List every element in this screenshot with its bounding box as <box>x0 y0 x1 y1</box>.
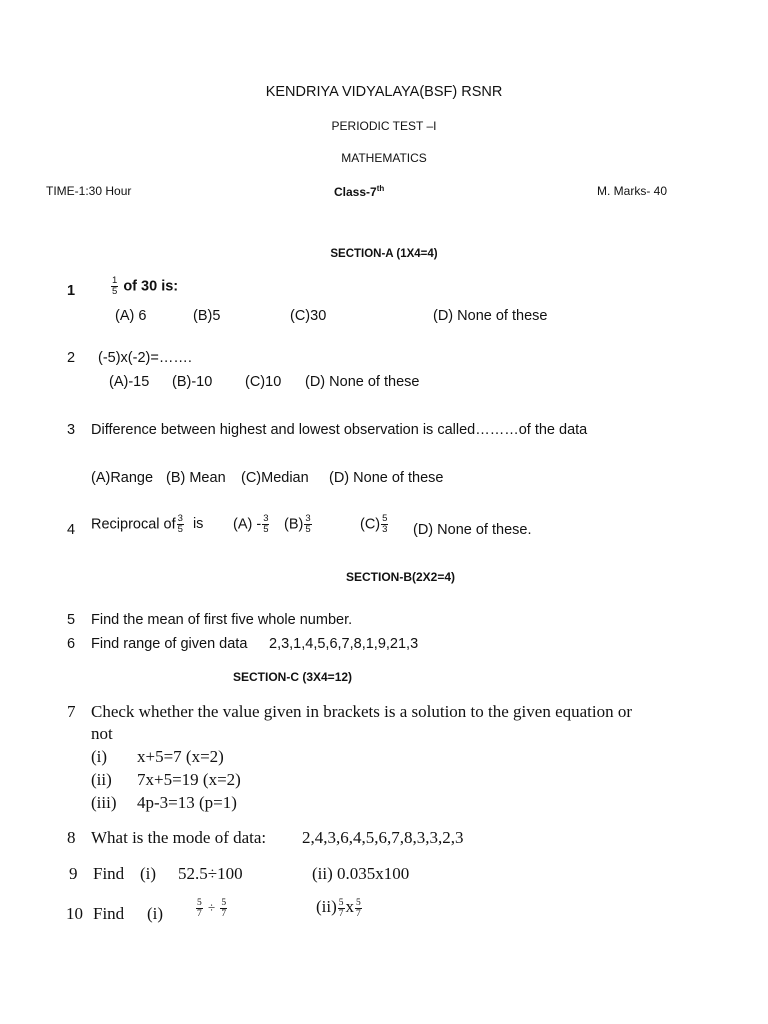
q7-part-ii-equation: 7x+5=19 (x=2) <box>137 770 241 789</box>
q7-part-i-equation: x+5=7 (x=2) <box>137 747 224 766</box>
subject-title: MATHEMATICS <box>341 151 427 165</box>
q4-option-a-den: 5 <box>263 524 269 535</box>
q1-option-a: (A) 6 <box>115 308 147 324</box>
q4-option-c <box>360 514 389 535</box>
q3-number: 3 <box>67 422 76 438</box>
q4-option-a-fraction <box>262 514 269 535</box>
q5-number: 5 <box>67 612 76 628</box>
q10-frac-b-num: 5 <box>221 897 227 908</box>
q1-text <box>110 276 178 297</box>
q8-data: 2,4,3,6,4,5,6,7,8,3,3,2,3 <box>302 828 464 847</box>
q10-frac-d-num: 5 <box>356 897 361 908</box>
q1-option-b: (B)5 <box>193 308 221 324</box>
q1-stem: of 30 is: <box>123 278 179 295</box>
q7-number: 7 <box>67 702 76 721</box>
section-c-heading: SECTION-C (3X4=12) <box>233 670 353 684</box>
q10-frac-b-den: 7 <box>221 908 227 919</box>
q10-part-i-label: (i) <box>147 904 164 923</box>
q10-multiply-sign: x <box>345 897 355 916</box>
q6-data: 2,3,1,4,5,6,7,8,1,9,21,3 <box>269 636 419 652</box>
q4-option-a-prefix: (A) - <box>233 516 262 533</box>
q4-option-d: (D) None of these. <box>413 522 532 538</box>
q9-find: Find <box>93 864 125 883</box>
q4-option-a <box>233 514 270 535</box>
q2-option-b: (B)-10 <box>172 374 213 390</box>
q4-option-b-den: 5 <box>305 524 311 535</box>
q9-part-i-label: (i) <box>140 864 157 883</box>
time-info: TIME-1:30 Hour <box>46 184 132 198</box>
q9-part-ii: (ii) 0.035x100 <box>312 864 410 883</box>
school-name: KENDRIYA VIDYALAYA(BSF) RSNR <box>265 84 503 100</box>
q3-option-b: (B) Mean <box>166 470 226 486</box>
q10-number: 10 <box>66 904 83 923</box>
class-info <box>334 184 384 199</box>
q7-part-iii-label: (iii) <box>91 793 117 812</box>
q4-frac-den: 5 <box>177 524 183 535</box>
q10-frac-c <box>338 898 345 919</box>
q7-part-ii-label: (ii) <box>91 770 112 789</box>
q6-text: Find range of given data <box>91 636 248 652</box>
class-label: Class-7 <box>334 185 377 199</box>
q7-part-iii-equation: 4p-3=13 (p=1) <box>137 793 237 812</box>
q4-option-b <box>284 514 313 535</box>
q10-part-ii <box>316 897 363 919</box>
q6-number: 6 <box>67 636 76 652</box>
q10-frac-a-num: 5 <box>197 897 202 908</box>
q4-is: is <box>192 516 204 533</box>
q5-text: Find the mean of first five whole number. <box>91 612 353 628</box>
max-marks: M. Marks- 40 <box>597 184 668 198</box>
q2-option-a: (A)-15 <box>109 374 150 390</box>
q1-frac-num: 1 <box>112 275 118 286</box>
q10-frac-d <box>355 898 362 919</box>
q3-option-d: (D) None of these <box>329 470 444 486</box>
q10-find: Find <box>93 904 125 923</box>
q3-option-c: (C)Median <box>241 470 309 486</box>
q10-divide-sign: ÷ <box>208 900 216 915</box>
q1-fraction <box>111 276 118 297</box>
q4-option-c-den: 3 <box>382 524 388 535</box>
q10-frac-a <box>196 898 203 919</box>
section-a-heading: SECTION-A (1X4=4) <box>330 248 438 260</box>
q10-part-i-expression <box>195 897 228 919</box>
q8-text: What is the mode of data: <box>91 828 267 847</box>
q4-frac-num: 3 <box>177 513 183 524</box>
q4-stem: Reciprocal of <box>91 516 176 533</box>
q3-option-a: (A)Range <box>91 470 154 486</box>
q2-text: (-5)x(-2)=……. <box>98 350 192 366</box>
q4-fraction <box>177 514 184 535</box>
q10-frac-d-den: 7 <box>356 908 361 919</box>
q7-line2: not <box>91 724 113 743</box>
q10-frac-a-den: 7 <box>197 908 202 919</box>
q10-part-ii-label: (ii) <box>316 897 337 916</box>
q4-option-a-num: 3 <box>263 513 269 524</box>
q4-text <box>91 514 203 535</box>
q1-option-d: (D) None of these <box>433 308 548 324</box>
q1-option-c: (C)30 <box>290 308 327 324</box>
q1-frac-den: 5 <box>112 286 118 297</box>
q4-option-c-prefix: (C) <box>360 516 381 533</box>
q7-line1: Check whether the value given in brackets is a solution to the given equation or <box>91 702 633 721</box>
q2-number: 2 <box>67 350 76 366</box>
q9-part-i-expression: 52.5÷100 <box>178 864 243 883</box>
q4-option-b-prefix: (B) <box>284 516 304 533</box>
q7-part-i-label: (i) <box>91 747 108 766</box>
q1-number: 1 <box>67 283 76 299</box>
q4-option-c-fraction <box>381 514 388 535</box>
q2-option-d: (D) None of these <box>305 374 420 390</box>
q4-number: 4 <box>67 522 76 538</box>
q4-option-c-num: 5 <box>382 513 388 524</box>
q10-frac-c-num: 5 <box>338 897 344 908</box>
q8-number: 8 <box>67 828 76 847</box>
section-b-heading: SECTION-B(2X2=4) <box>346 570 456 584</box>
q2-option-c: (C)10 <box>245 374 282 390</box>
test-title: PERIODIC TEST –I <box>331 119 437 133</box>
q4-option-b-fraction <box>304 514 311 535</box>
q10-frac-c-den: 7 <box>338 908 344 919</box>
q4-option-b-num: 3 <box>305 513 311 524</box>
q3-text: Difference between highest and lowest observation is called………of the data <box>91 422 588 438</box>
class-superscript: th <box>376 184 385 193</box>
q9-number: 9 <box>69 864 78 883</box>
q10-frac-b <box>220 898 227 919</box>
